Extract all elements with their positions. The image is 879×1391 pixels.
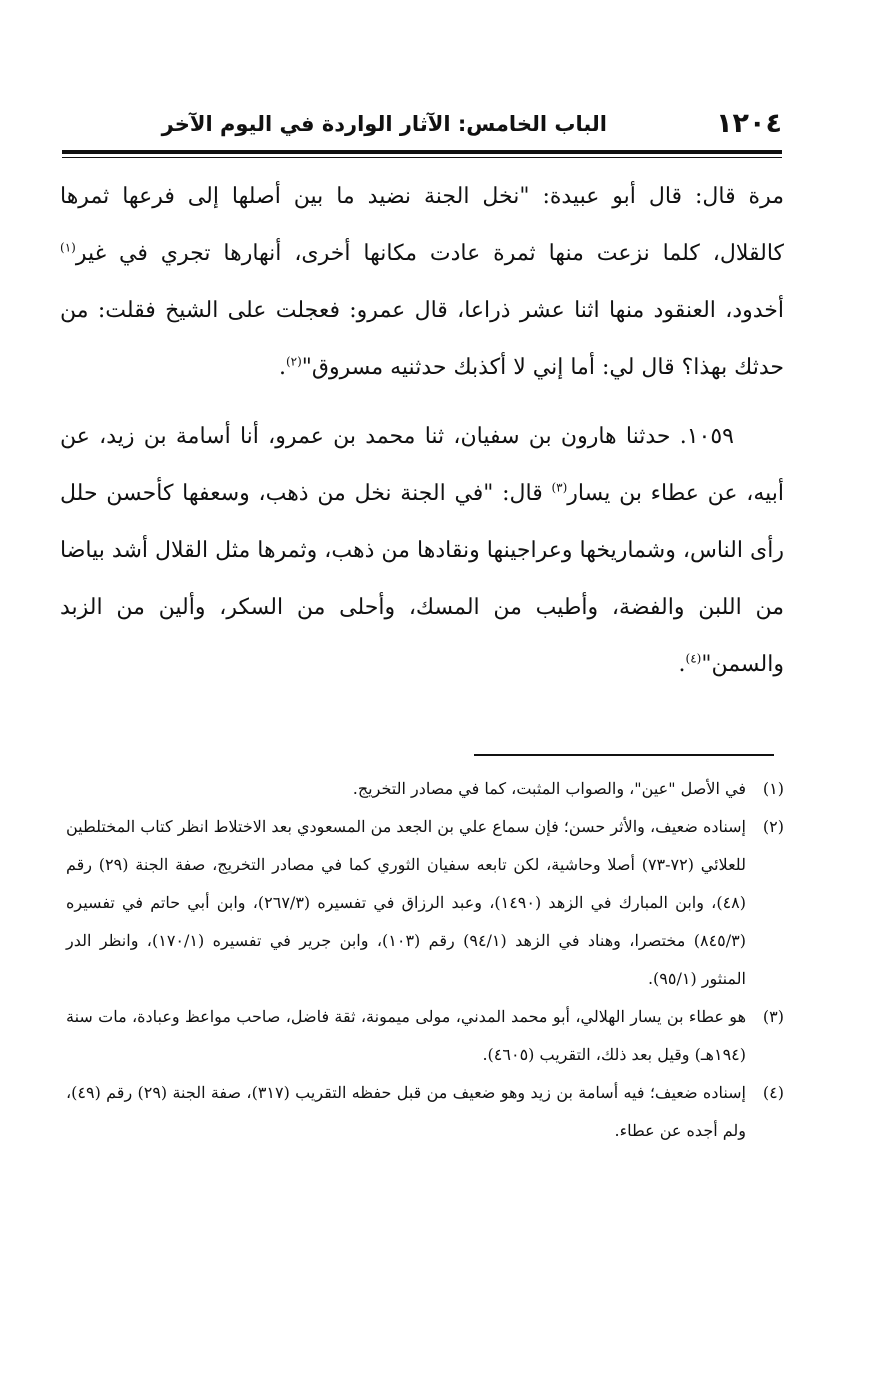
header-rule-thick	[62, 150, 782, 154]
footnotes	[66, 770, 784, 1150]
footnote-number: (٢)	[762, 817, 784, 836]
footnote-2	[66, 808, 784, 998]
paragraph-2	[60, 408, 784, 693]
footnote-text: إسناده ضعيف؛ فيه أسامة بن زيد وهو ضعيف من قبل حفظه التقريب (٣١٧)، صفة الجنة (٢٩) رقم (٤٩)، ولم أجده عن عطاء.	[66, 1083, 746, 1140]
footnote-3	[66, 998, 784, 1074]
main-text	[60, 168, 784, 693]
page-header	[62, 108, 782, 148]
paragraph-1-end: .	[278, 355, 286, 380]
paragraph-1-text-a: مرة قال: قال أبو عبيدة: "نخل الجنة نضيد ما بين أصلها إلى فرعها ثمرها كالقلال، كلما نزعت منها ثمرة عادت مكانها أخرى، أنهارها تجري في غير	[60, 184, 785, 266]
footnote-ref-1: (١)	[60, 240, 76, 255]
footnote-number: (٤)	[762, 1083, 784, 1102]
running-title: الباب الخامس: الآثار الواردة في اليوم الآخر	[161, 112, 607, 136]
footnote-text: إسناده ضعيف، والأثر حسن؛ فإن سماع علي بن الجعد من المسعودي بعد الاختلاط انظر كتاب المختلطين للعلائي (٧٢-٧٣) أصلا وحاشية، لكن تابعه سفيان الثوري كما في مصادر التخريج، صفة الجنة (٢٩) رقم (٤٨)، وابن المبارك في الزهد (١٤٩٠)، وعبد الرزاق في تفسيره (٢٦٧/٣)، وابن أبي حاتم في تفسيره (٨٤٥/٣) مختصرا، وهناد في الزهد (٩٤/١) رقم (١٠٣)، وابن جرير في تفسيره (١٧٠/١)، وانظر الدر المنثور (٩٥/١).	[66, 817, 747, 988]
footnote-ref-3: (٣)	[551, 480, 568, 495]
paragraph-1	[60, 168, 784, 396]
paragraph-2-text-a: ١٠٥٩. حدثنا هارون بن سفيان، ثنا محمد بن عمرو، أنا أسامة بن زيد، عن أبيه، عن عطاء بن يسار	[60, 424, 784, 506]
footnote-1	[66, 770, 784, 808]
footnote-4	[66, 1074, 784, 1150]
paragraph-1-text-b: أخدود، العنقود منها اثنا عشر ذراعا، قال عمرو: فعجلت على الشيخ فقلت: من حدثك بهذا؟ قال لي: أما إني لا أكذبك حدثنيه مسروق"	[60, 298, 784, 380]
header-rule-thin	[62, 157, 782, 158]
footnote-ref-2: (٢)	[285, 354, 302, 369]
footnote-separator	[474, 754, 774, 756]
footnote-ref-4: (٤)	[685, 651, 702, 666]
paragraph-2-end: .	[678, 652, 686, 677]
footnote-text: هو عطاء بن يسار الهلالي، أبو محمد المدني، مولى ميمونة، ثقة فاضل، صاحب مواعظ وعبادة، مات سنة (١٩٤هـ) وقيل بعد ذلك، التقريب (٤٦٠٥).	[66, 1007, 746, 1064]
paragraph-2-text-b: قال: "في الجنة نخل من ذهب، وسعفها كأحسن حلل رأى الناس، وشماريخها وعراجينها ونقادها من ذهب، وثمرها مثل القلال أشد بياضا من اللبن والفضة، وأطيب من المسك، وأحلى من السكر، وألين من الزبد والسمن"	[60, 481, 784, 677]
footnote-number: (١)	[762, 779, 784, 798]
footnote-text: في الأصل "عين"، والصواب المثبت، كما في مصادر التخريج.	[352, 779, 746, 798]
footnote-number: (٣)	[762, 1007, 784, 1026]
page-number: ١٢٠٤	[716, 108, 782, 139]
